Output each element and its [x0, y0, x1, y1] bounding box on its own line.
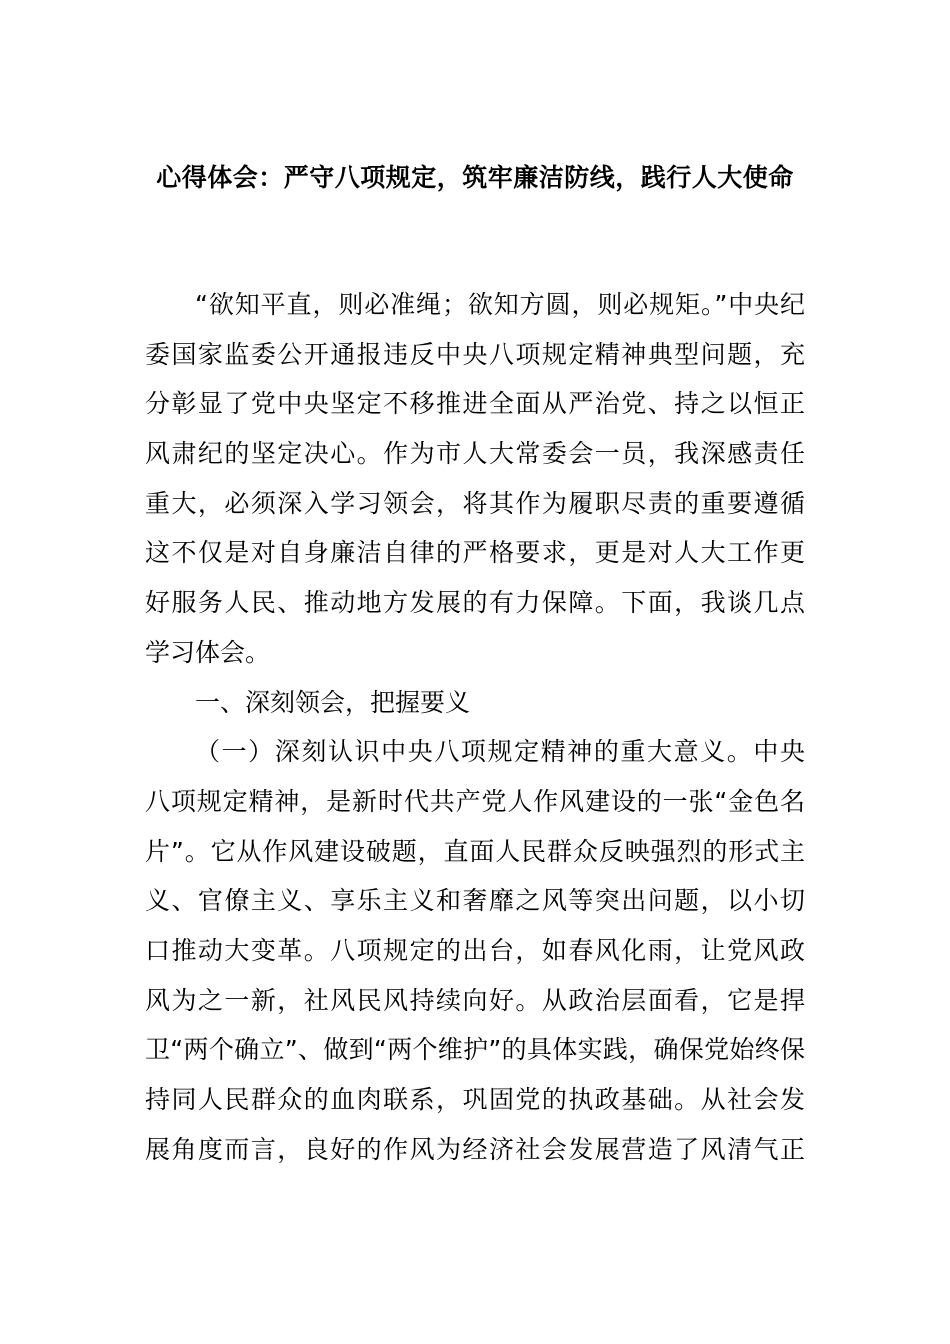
- paragraph-line: 口推动大变革。八项规定的出台，如春风化雨，让党风政: [145, 935, 805, 965]
- paragraph-line: 风为之一新，社风民风持续向好。从政治层面看，它是捍: [145, 985, 805, 1015]
- paragraph-line: 展角度而言，良好的作风为经济社会发展营造了风清气正: [145, 1134, 805, 1164]
- paragraph-line: 分彰显了党中央坚定不移推进全面从严治党、持之以恒正: [145, 389, 805, 419]
- paragraph-line: 学习体会。: [145, 637, 271, 667]
- paragraph-line: 片”。它从作风建设破题，直面人民群众反映强烈的形式主: [145, 836, 805, 866]
- paragraph-line: （一）深刻认识中央八项规定精神的重大意义。中央: [195, 737, 805, 767]
- paragraph-line: 好服务人民、推动地方发展的有力保障。下面，我谈几点: [145, 588, 805, 618]
- paragraph-line: 重大，必须深入学习领会，将其作为履职尽责的重要遵循: [145, 488, 805, 518]
- document-body: [145, 280, 805, 1174]
- paragraph-line: 委国家监委公开通报违反中央八项规定精神典型问题，充: [145, 339, 805, 369]
- paragraph-line: 持同人民群众的血肉联系，巩固党的执政基础。从社会发: [145, 1085, 805, 1114]
- paragraph-line: 义、官僚主义、享乐主义和奢靡之风等突出问题，以小切: [145, 886, 805, 916]
- document-title: 心得体会：严守八项规定，筑牢廉洁防线，践行人大使命: [156, 163, 794, 192]
- paragraph-line: 八项规定精神，是新时代共产党人作风建设的一张“金色名: [145, 786, 805, 816]
- section-heading: 一、深刻领会，把握要义: [195, 687, 471, 717]
- paragraph-line: 卫“两个确立”、做到“两个维护”的具体实践，确保党始终保: [145, 1035, 805, 1065]
- paragraph-line: “欲知平直，则必准绳；欲知方圆，则必规矩。”中央纪: [195, 290, 805, 319]
- paragraph-line: 风肃纪的坚定决心。作为市人大常委会一员，我深感责任: [145, 439, 805, 469]
- paragraph-line: 这不仅是对自身廉洁自律的严格要求，更是对人大工作更: [145, 538, 805, 568]
